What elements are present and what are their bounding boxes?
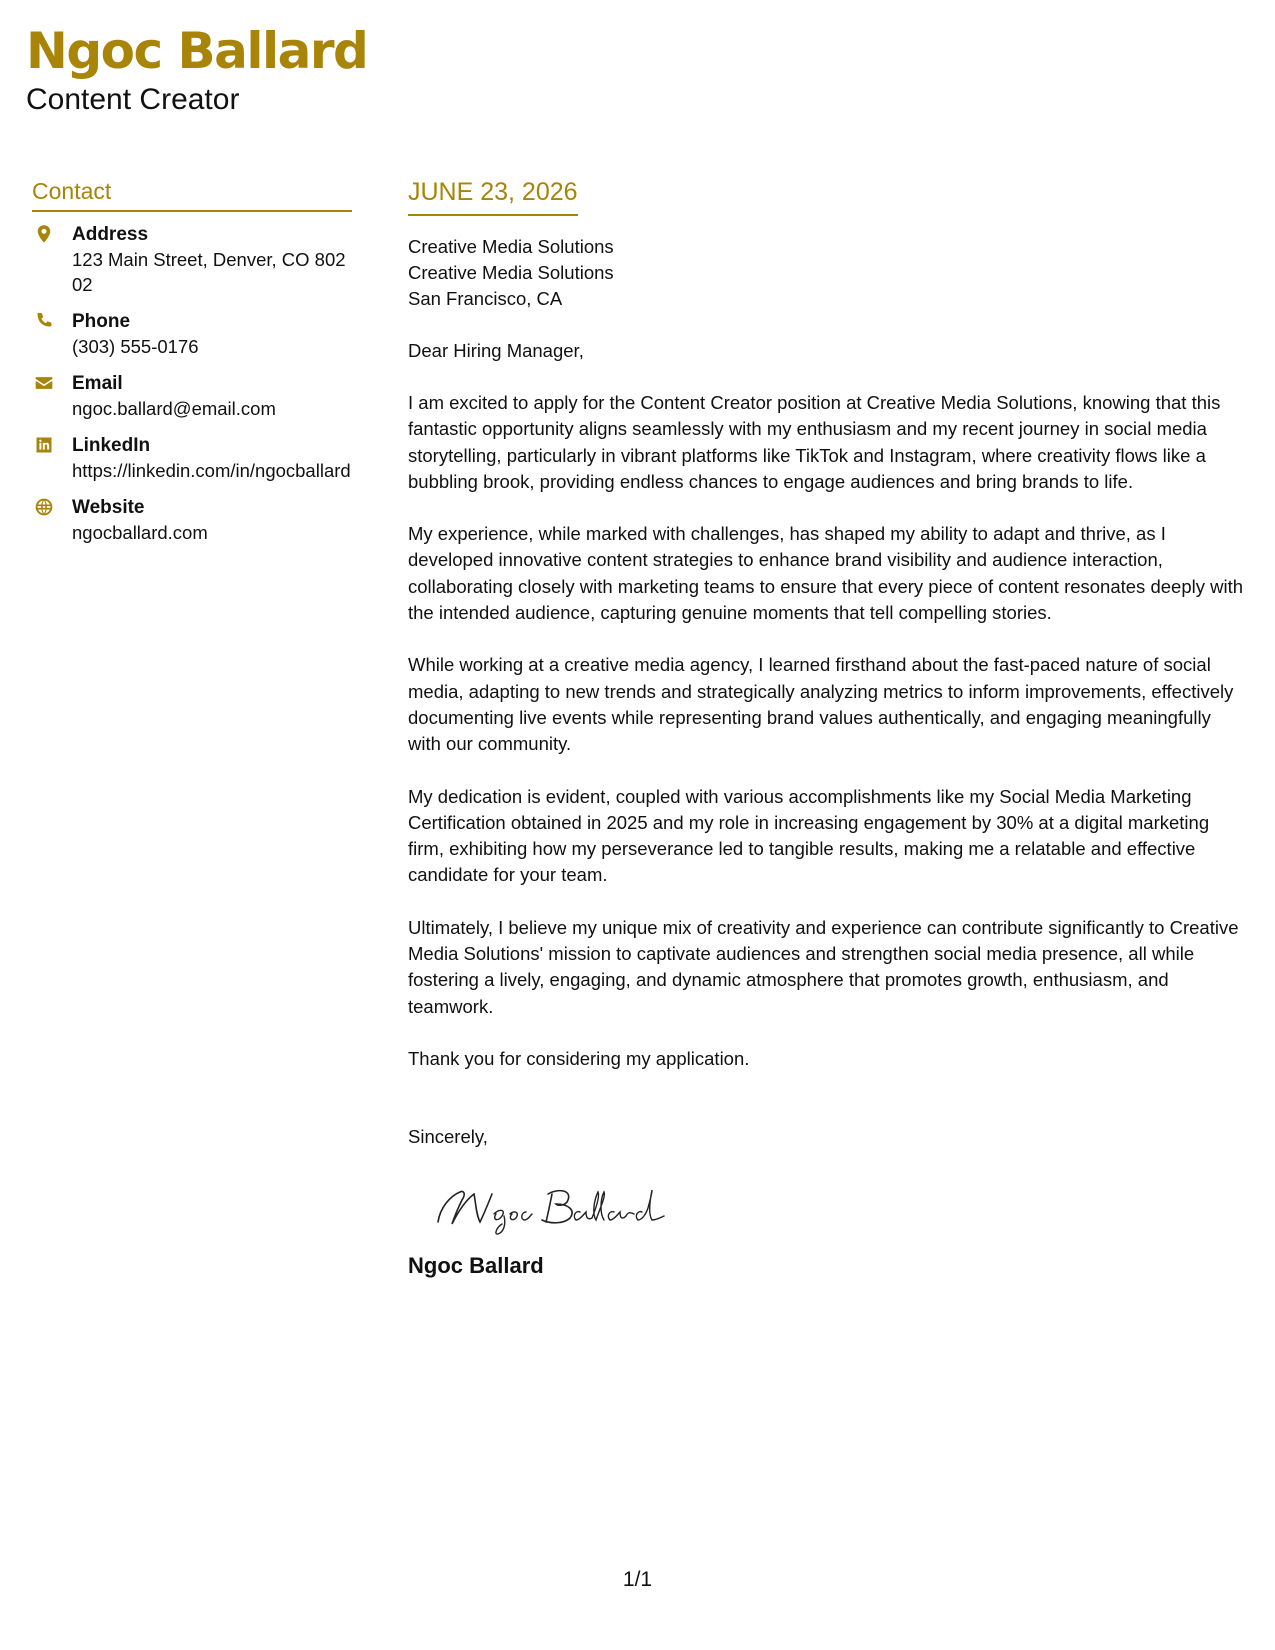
contact-list <box>32 222 352 545</box>
linkedin-icon <box>32 433 72 455</box>
contact-item-website <box>32 495 352 545</box>
contact-label: Email <box>72 373 123 394</box>
page-number: 1/1 <box>622 1568 653 1591</box>
body-paragraph: My dedication is evident, coupled with various accomplishments like my Social Media Marketing Certification obtained in 2025 and my role in increasing engagement by 30% at a digital marketing firm, exhibiting how my perseverance led to tangible results, making me a relatable and effective candidate for your team. <box>408 785 1210 886</box>
recipient-line: Creative Media Solutions <box>408 236 614 257</box>
body-paragraph: My experience, while marked with challenges, has shaped my ability to adapt and thrive, as I developed innovative content strategies to enhance brand visibility and audience interaction, collaborating closely with marketing teams to ensure that every piece of content resonates deeply with the intended audience, capturing genuine moments that tell compelling stories. <box>408 523 1244 624</box>
email-link[interactable]: ngoc.ballard@email.com <box>72 398 276 419</box>
envelope-icon <box>32 371 72 393</box>
phone-value: (303) 555-0176 <box>72 336 199 357</box>
closing: Sincerely, <box>408 1126 488 1148</box>
applicant-role: Content Creator <box>26 83 240 116</box>
handwritten-signature <box>430 1178 1243 1238</box>
contact-label: Website <box>72 497 145 518</box>
linkedin-link[interactable]: https://linkedin.com/in/ngocballard <box>72 460 351 481</box>
contact-label: LinkedIn <box>72 435 151 456</box>
contact-label: Phone <box>72 311 131 332</box>
contact-item-email <box>32 371 352 421</box>
address-value: 123 Main Street, Denver, CO 80202 <box>72 249 346 295</box>
globe-icon <box>32 495 72 517</box>
contact-section-title: Contact <box>32 176 352 212</box>
body-paragraph: I am excited to apply for the Content Creator position at Creative Media Solutions, knowing that this fantastic opportunity aligns seamlessly with my enthusiasm and my recent journey in social media storytelling, particularly in vibrant platforms like TikTok and Instagram, where creativity flows like a bubbling brook, providing endless chances to engage audiences and bring brands to life. <box>408 392 1221 492</box>
contact-item-address <box>32 222 352 297</box>
salutation: Dear Hiring Manager, <box>408 340 584 361</box>
recipient-line: San Francisco, CA <box>408 288 563 309</box>
letter-body <box>408 176 1243 1280</box>
recipient-block <box>408 234 1243 312</box>
body-paragraph: Ultimately, I believe my unique mix of creativity and experience can contribute significantly to Creative Media Solutions' mission to captivate audiences and strengthen social media presence, all while fostering a lively, engaging, and dynamic atmosphere that promotes growth, enthusiasm, and teamwork. <box>408 916 1239 1017</box>
letter-date: JUNE 23, 2026 <box>408 176 578 216</box>
contact-item-linkedin <box>32 433 352 483</box>
body-paragraph: While working at a creative media agency, I learned firsthand about the fast-paced nature of social media, adapting to new trends and strategically analyzing metrics to inform improvements, effectively documenting live events while representing brand values authentically, and engaging meaningfully with our community. <box>408 654 1234 755</box>
contact-item-phone <box>32 309 352 359</box>
website-link[interactable]: ngocballard.com <box>72 522 208 543</box>
signer-name: Ngoc Ballard <box>408 1253 544 1279</box>
contact-label: Address <box>72 224 149 245</box>
contact-sidebar <box>32 176 352 557</box>
signature-image <box>430 1178 670 1238</box>
applicant-name: Ngoc Ballard <box>26 22 368 80</box>
phone-icon <box>32 309 72 331</box>
location-pin-icon <box>32 222 72 244</box>
thank-you-line: Thank you for considering my application. <box>408 1047 750 1069</box>
recipient-line: Creative Media Solutions <box>408 262 614 283</box>
letter-header <box>26 20 367 118</box>
